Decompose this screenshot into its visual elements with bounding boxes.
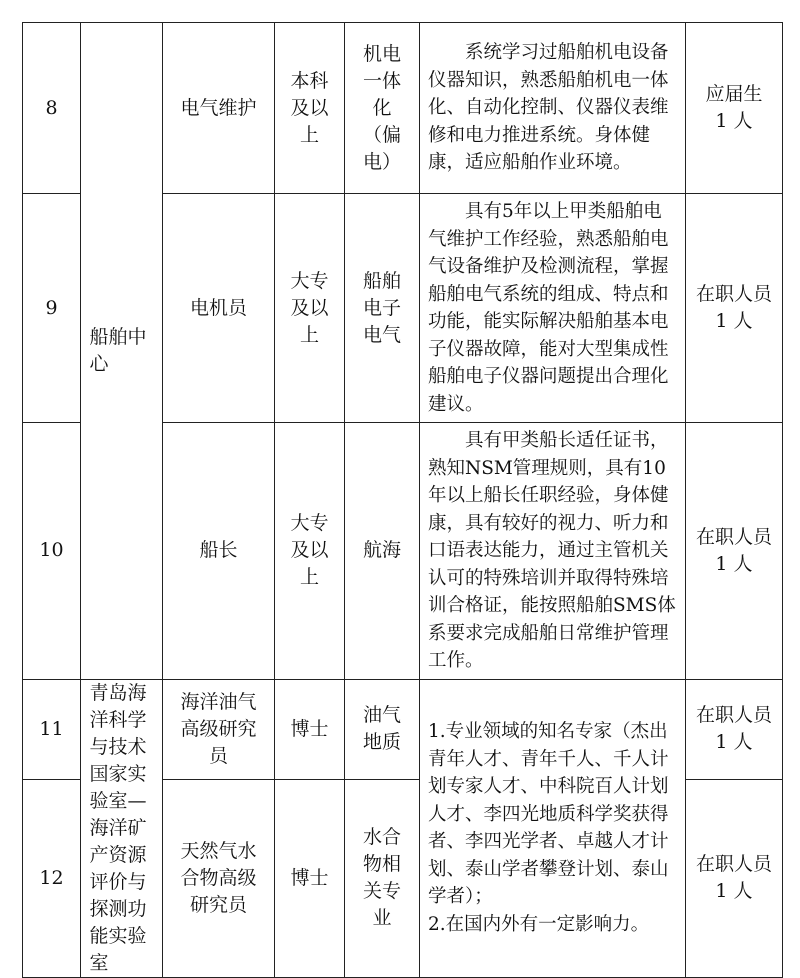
major-requirement: 船舶电子电气 (362, 269, 401, 346)
hire-type: 在职人员 (695, 704, 772, 727)
position-name: 海洋油气高级研究员 (180, 690, 257, 767)
major-cell (345, 23, 420, 194)
note-cell (686, 23, 783, 194)
requirements-cell (420, 194, 686, 423)
department-cell (81, 23, 163, 680)
major-cell (345, 679, 420, 779)
department-cell (81, 679, 163, 977)
row-number: 9 (23, 194, 81, 423)
recruitment-table (22, 22, 783, 978)
job-requirements: 具有5年以上甲类船舶电气维护工作经验，熟悉船舶电气设备维护及检测流程，掌握船舶电气系统的组成、特点和功能，能实际解决船舶基本电子仪器故障，能对大型集成性船舶电子仪器问题提出合理化建议。 (428, 201, 669, 415)
education-requirement: 本科及以上 (290, 69, 329, 146)
headcount: 1 人 (715, 552, 753, 575)
major-requirement: 水合物相关专业 (362, 826, 401, 930)
note-cell (686, 779, 783, 977)
note-cell (686, 423, 783, 680)
requirement-item: 2.在国内外有一定影响力。 (428, 913, 650, 935)
row-number: 10 (23, 423, 81, 680)
position-cell (163, 679, 275, 779)
requirements-cell (420, 679, 686, 977)
note-cell (686, 679, 783, 779)
position-cell (163, 194, 275, 423)
job-requirements: 具有甲类船长适任证书，熟知NSM管理规则，具有10年以上船长任职经验，身体健康，具有较好的视力、听力和口语表达能力，通过主管机关认可的特殊培训并取得特殊培训合格证，能按照船舶SMS体系要求完成船舶日常维护管理工作。 (428, 430, 676, 671)
hire-type: 在职人员 (695, 283, 772, 305)
hire-type: 在职人员 (695, 525, 772, 548)
department-name: 青岛海洋科学与技术国家实验室—海洋矿产资源评价与探测功能实验室 (89, 681, 147, 974)
education-requirement: 大专及以上 (290, 512, 329, 589)
major-requirement: 机电一体化（偏电） (362, 42, 401, 173)
row-number: 8 (23, 23, 81, 194)
education-requirement: 博士 (290, 717, 329, 740)
education-cell (275, 779, 345, 977)
major-cell (345, 779, 420, 977)
note-cell (686, 194, 783, 423)
position-name: 电机员 (189, 296, 247, 319)
position-name: 船长 (199, 539, 238, 562)
hire-type: 应届生 (705, 83, 763, 105)
hire-type: 在职人员 (695, 853, 772, 876)
major-cell (345, 194, 420, 423)
education-cell (275, 194, 345, 423)
position-cell (163, 779, 275, 977)
education-cell (275, 423, 345, 680)
department-name: 船舶中心 (89, 325, 147, 375)
row-number: 12 (23, 779, 81, 977)
headcount: 1 人 (715, 731, 753, 754)
table-row (23, 679, 783, 779)
row-number: 11 (23, 679, 81, 779)
requirements-cell (420, 23, 686, 194)
position-name: 电气维护 (180, 96, 257, 119)
education-requirement: 大专及以上 (290, 269, 329, 346)
table-row (23, 23, 783, 194)
headcount: 1 人 (715, 110, 753, 132)
education-cell (275, 679, 345, 779)
major-requirement: 油气地质 (362, 704, 401, 754)
requirement-item: 1.专业领域的知名专家（杰出青年人才、青年千人、千人计划专家人才、中科院百人计划人才、李四光地质科学奖获得者、李四光学者、卓越人才计划、泰山学者攀登计划、泰山学者）； (428, 721, 669, 907)
education-requirement: 博士 (290, 866, 329, 889)
major-cell (345, 423, 420, 680)
major-requirement: 航海 (362, 539, 401, 562)
education-cell (275, 23, 345, 194)
headcount: 1 人 (715, 310, 753, 332)
position-cell (163, 23, 275, 194)
position-cell (163, 423, 275, 680)
requirements-cell (420, 423, 686, 680)
position-name: 天然气水合物高级研究员 (180, 839, 257, 916)
job-requirements: 系统学习过船舶机电设备仪器知识，熟悉船舶机电一体化、自动化控制、仪器仪表维修和电力推进系统。身体健康，适应船舶作业环境。 (428, 42, 669, 174)
headcount: 1 人 (715, 880, 753, 903)
